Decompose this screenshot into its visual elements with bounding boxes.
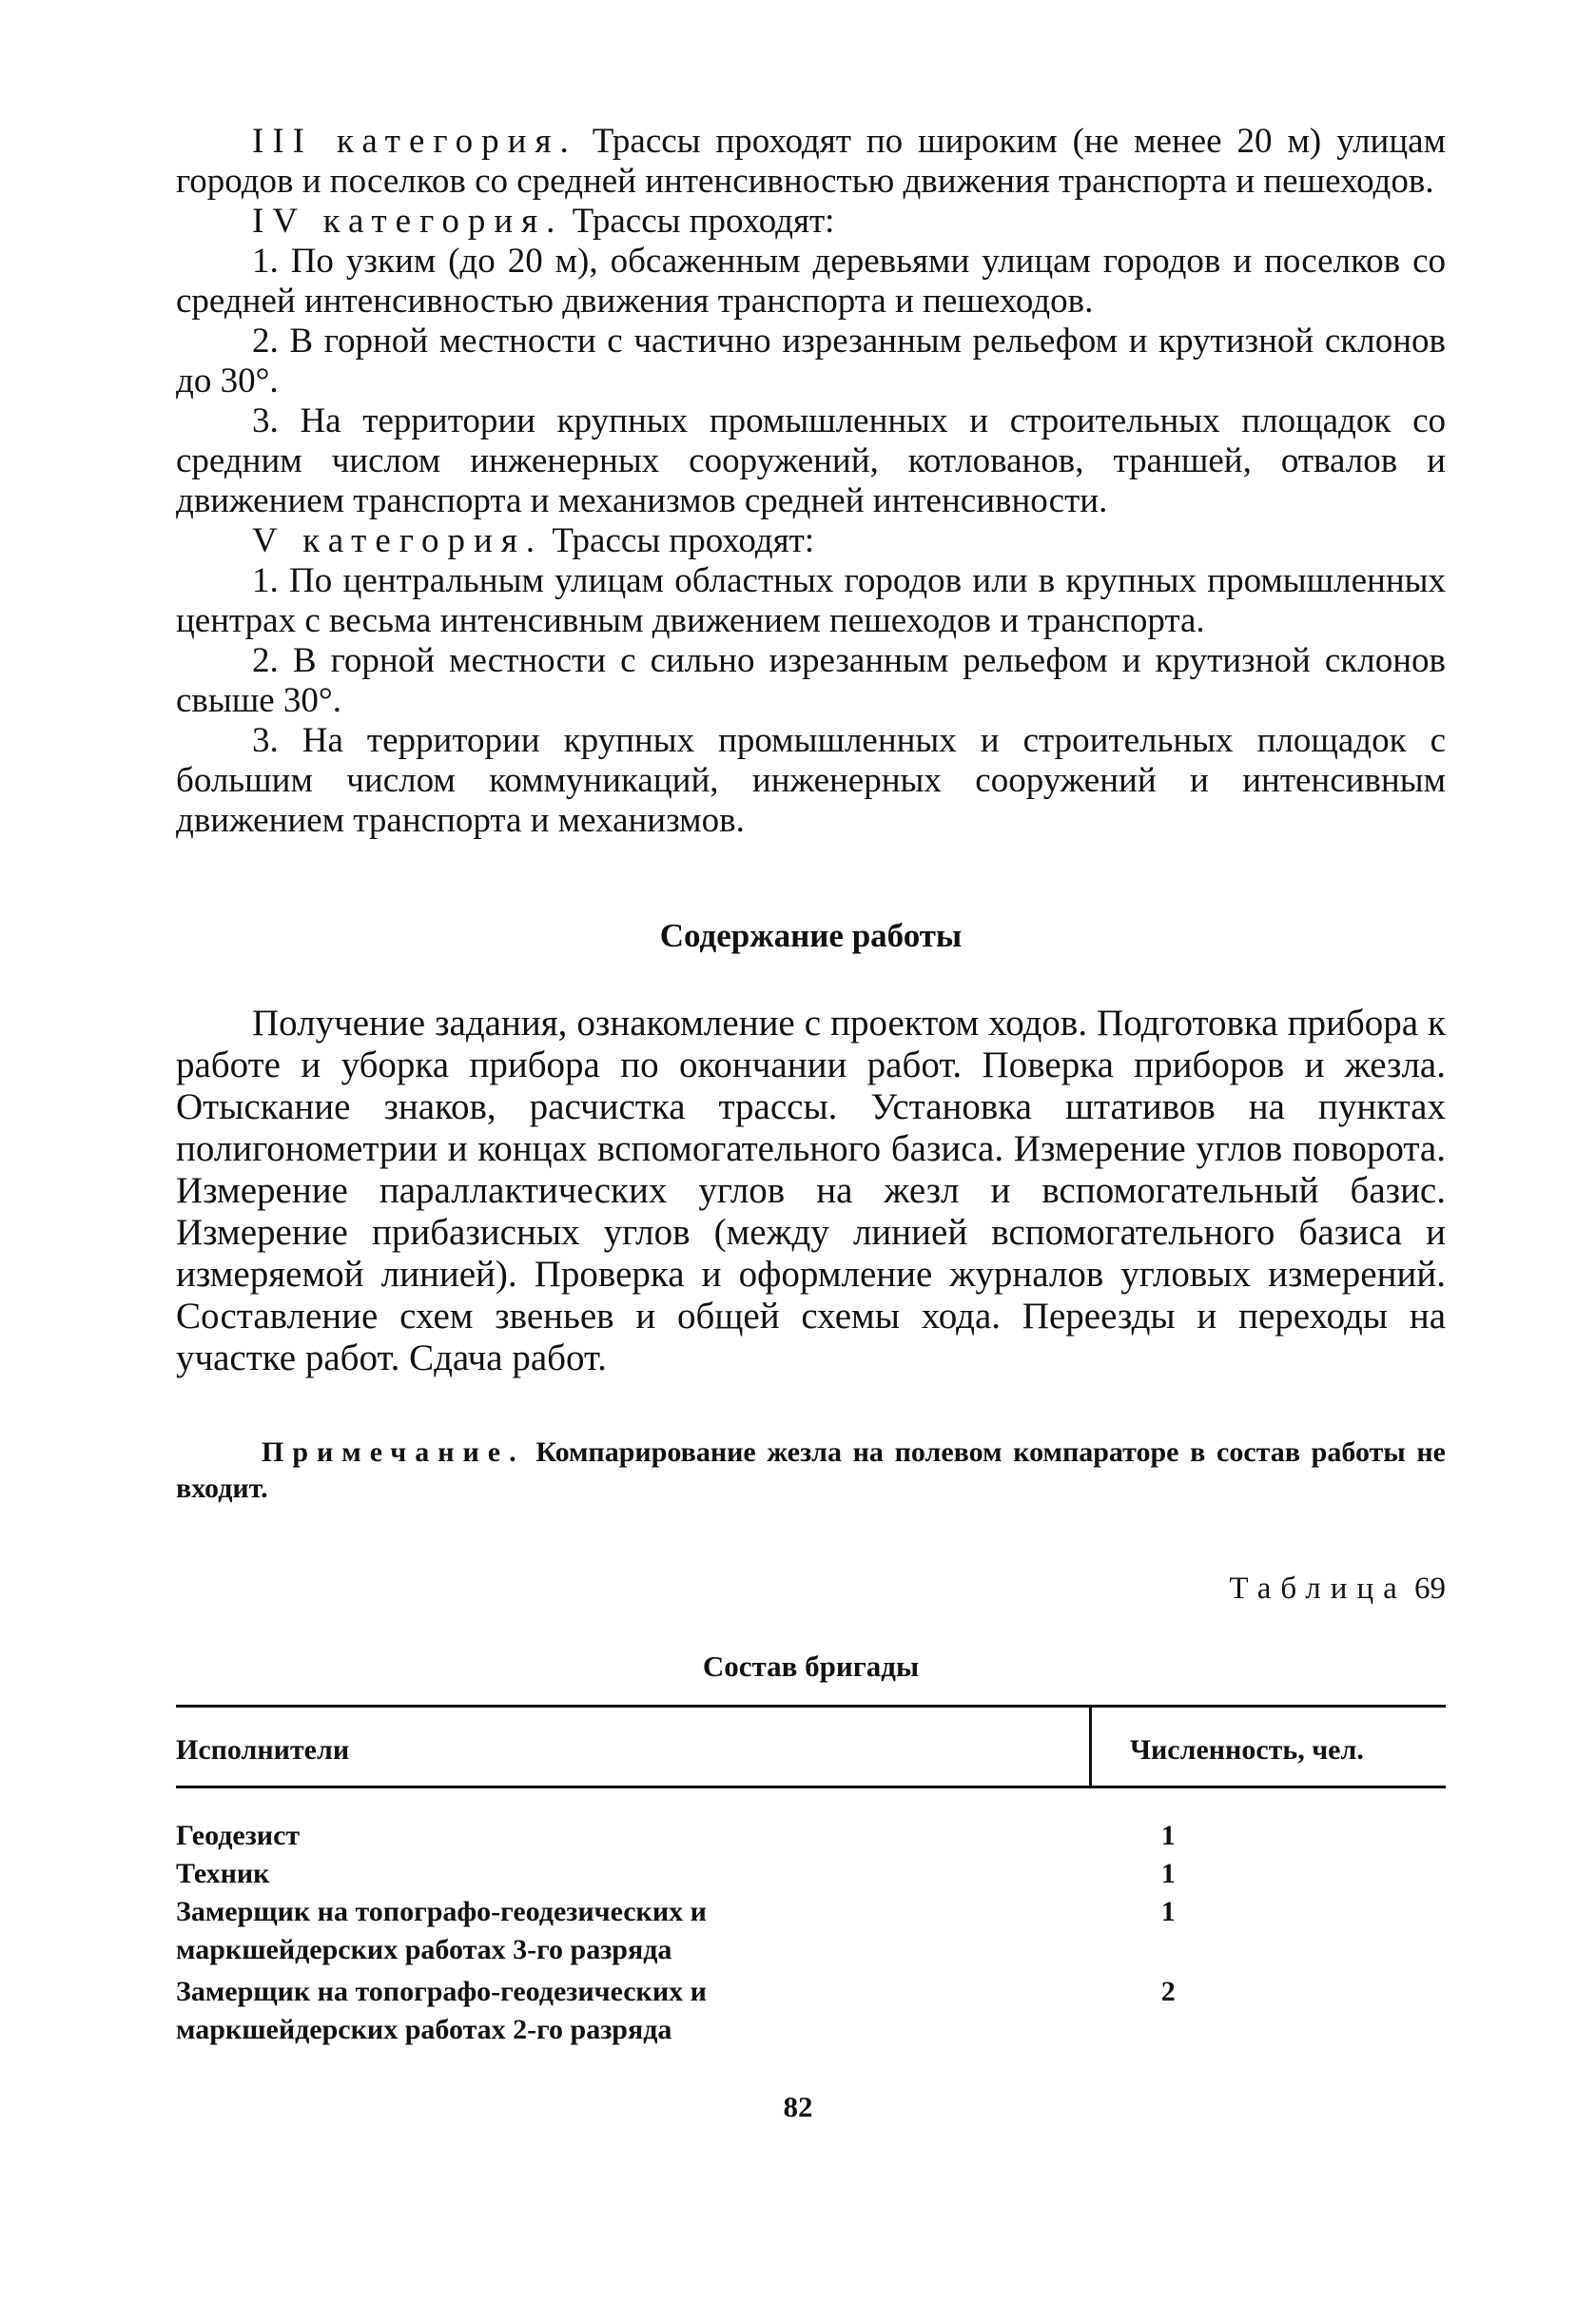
row-name: Замерщик на топографо-геодезических и маркшейдерских работах 3-го разряда [176,1896,707,1965]
category-5-label: V категория. [252,521,544,560]
row-count: 2 [1160,1976,1176,2007]
category-3-text: Трассы проходят по широким (не менее 20 м) улицам городов и поселков со средней интенсивностью движения транспорта и пешеходов. [176,122,1446,201]
category-4-item-2: 2. В горной местности с частично изрезанным рельефом и крутизной склонов до 30°. [176,322,1446,400]
note-paragraph [176,1435,1446,1507]
category-5-item-3: 3. На территории крупных промышленных и строительных площадок с большим числом коммуникаций, инженерных сооружений и интенсивным движением транспорта и механизмов. [176,721,1446,840]
category-3-label: III категория. [252,122,577,161]
category-4-label: IV категория. [252,202,564,241]
table-row [176,1787,1446,1856]
table-number-value: 69 [1414,1572,1446,1606]
table-number [176,1572,1446,1607]
category-5-text: Трассы проходят: [552,521,815,560]
brigade-table [176,1705,1446,2053]
category-4-item-3: 3. На территории крупных промышленных и строительных площадок со средним числом инженерных сооружений, котлованов, траншей, отвалов и движением транспорта и механизмов средней интенсивности. [176,401,1446,520]
table-row [176,1973,1446,2053]
page-content [176,122,1446,2053]
table-row [176,1855,1446,1893]
note-label: Примечание. [262,1436,525,1468]
category-4-paragraph [176,202,1446,242]
section-heading: Содержание работы [659,917,963,954]
page-number: 82 [783,2090,813,2123]
work-content-paragraph: Получение задания, ознакомление с проектом ходов. Подготовка прибора к работе и уборка прибора по окончании работ. Поверка приборов и жезла. Отыскание знаков, расчистка трассы. Установка штативов на пунктах полигонометрии и концах вспомогательного базиса. Измерение углов поворота. Измерение параллактических углов на жезл и вспомогательный базис. Измерение прибазисных углов (между линией вспомогательного базиса и измеряемой линией). Проверка и оформление журналов угловых измерений. Составление схем звеньев и общей схемы хода. Переезды и переходы на участке работ. Сдача работ. [176,1003,1446,1378]
category-4-item-1: 1. По узким (до 20 м), обсаженным деревьями улицам городов и поселков со средней интенсивностью движения транспорта и пешеходов. [176,242,1446,321]
row-name: Геодезист [176,1820,301,1851]
row-name: Замерщик на топографо-геодезических и маркшейдерских работах 2-го разряда [176,1976,707,2045]
table-label: Таблица [1229,1572,1407,1606]
category-5-item-1: 1. По центральным улицам областных городов или в крупных промышленных центрах с весьма интенсивным движением пешеходов и транспорта. [176,561,1446,640]
row-count: 1 [1160,1820,1176,1851]
row-name: Техник [176,1858,270,1889]
category-4-text: Трассы проходят: [572,202,835,241]
row-count: 1 [1160,1858,1176,1889]
table-header-row [176,1707,1446,1787]
table-title: Состав бригады [702,1650,920,1683]
table-row [176,1893,1446,1973]
category-3-paragraph [176,122,1446,202]
note-text: Компарирование жезла на полевом компараторе в состав работы не входит. [176,1436,1447,1504]
row-count: 1 [1160,1896,1176,1927]
header-performers: Исполнители [176,1707,1091,1787]
category-5-paragraph [176,521,1446,561]
header-count: Численность, чел. [1091,1707,1447,1787]
category-5-item-2: 2. В горной местности с сильно изрезанным рельефом и крутизной склонов свыше 30°. [176,641,1446,720]
